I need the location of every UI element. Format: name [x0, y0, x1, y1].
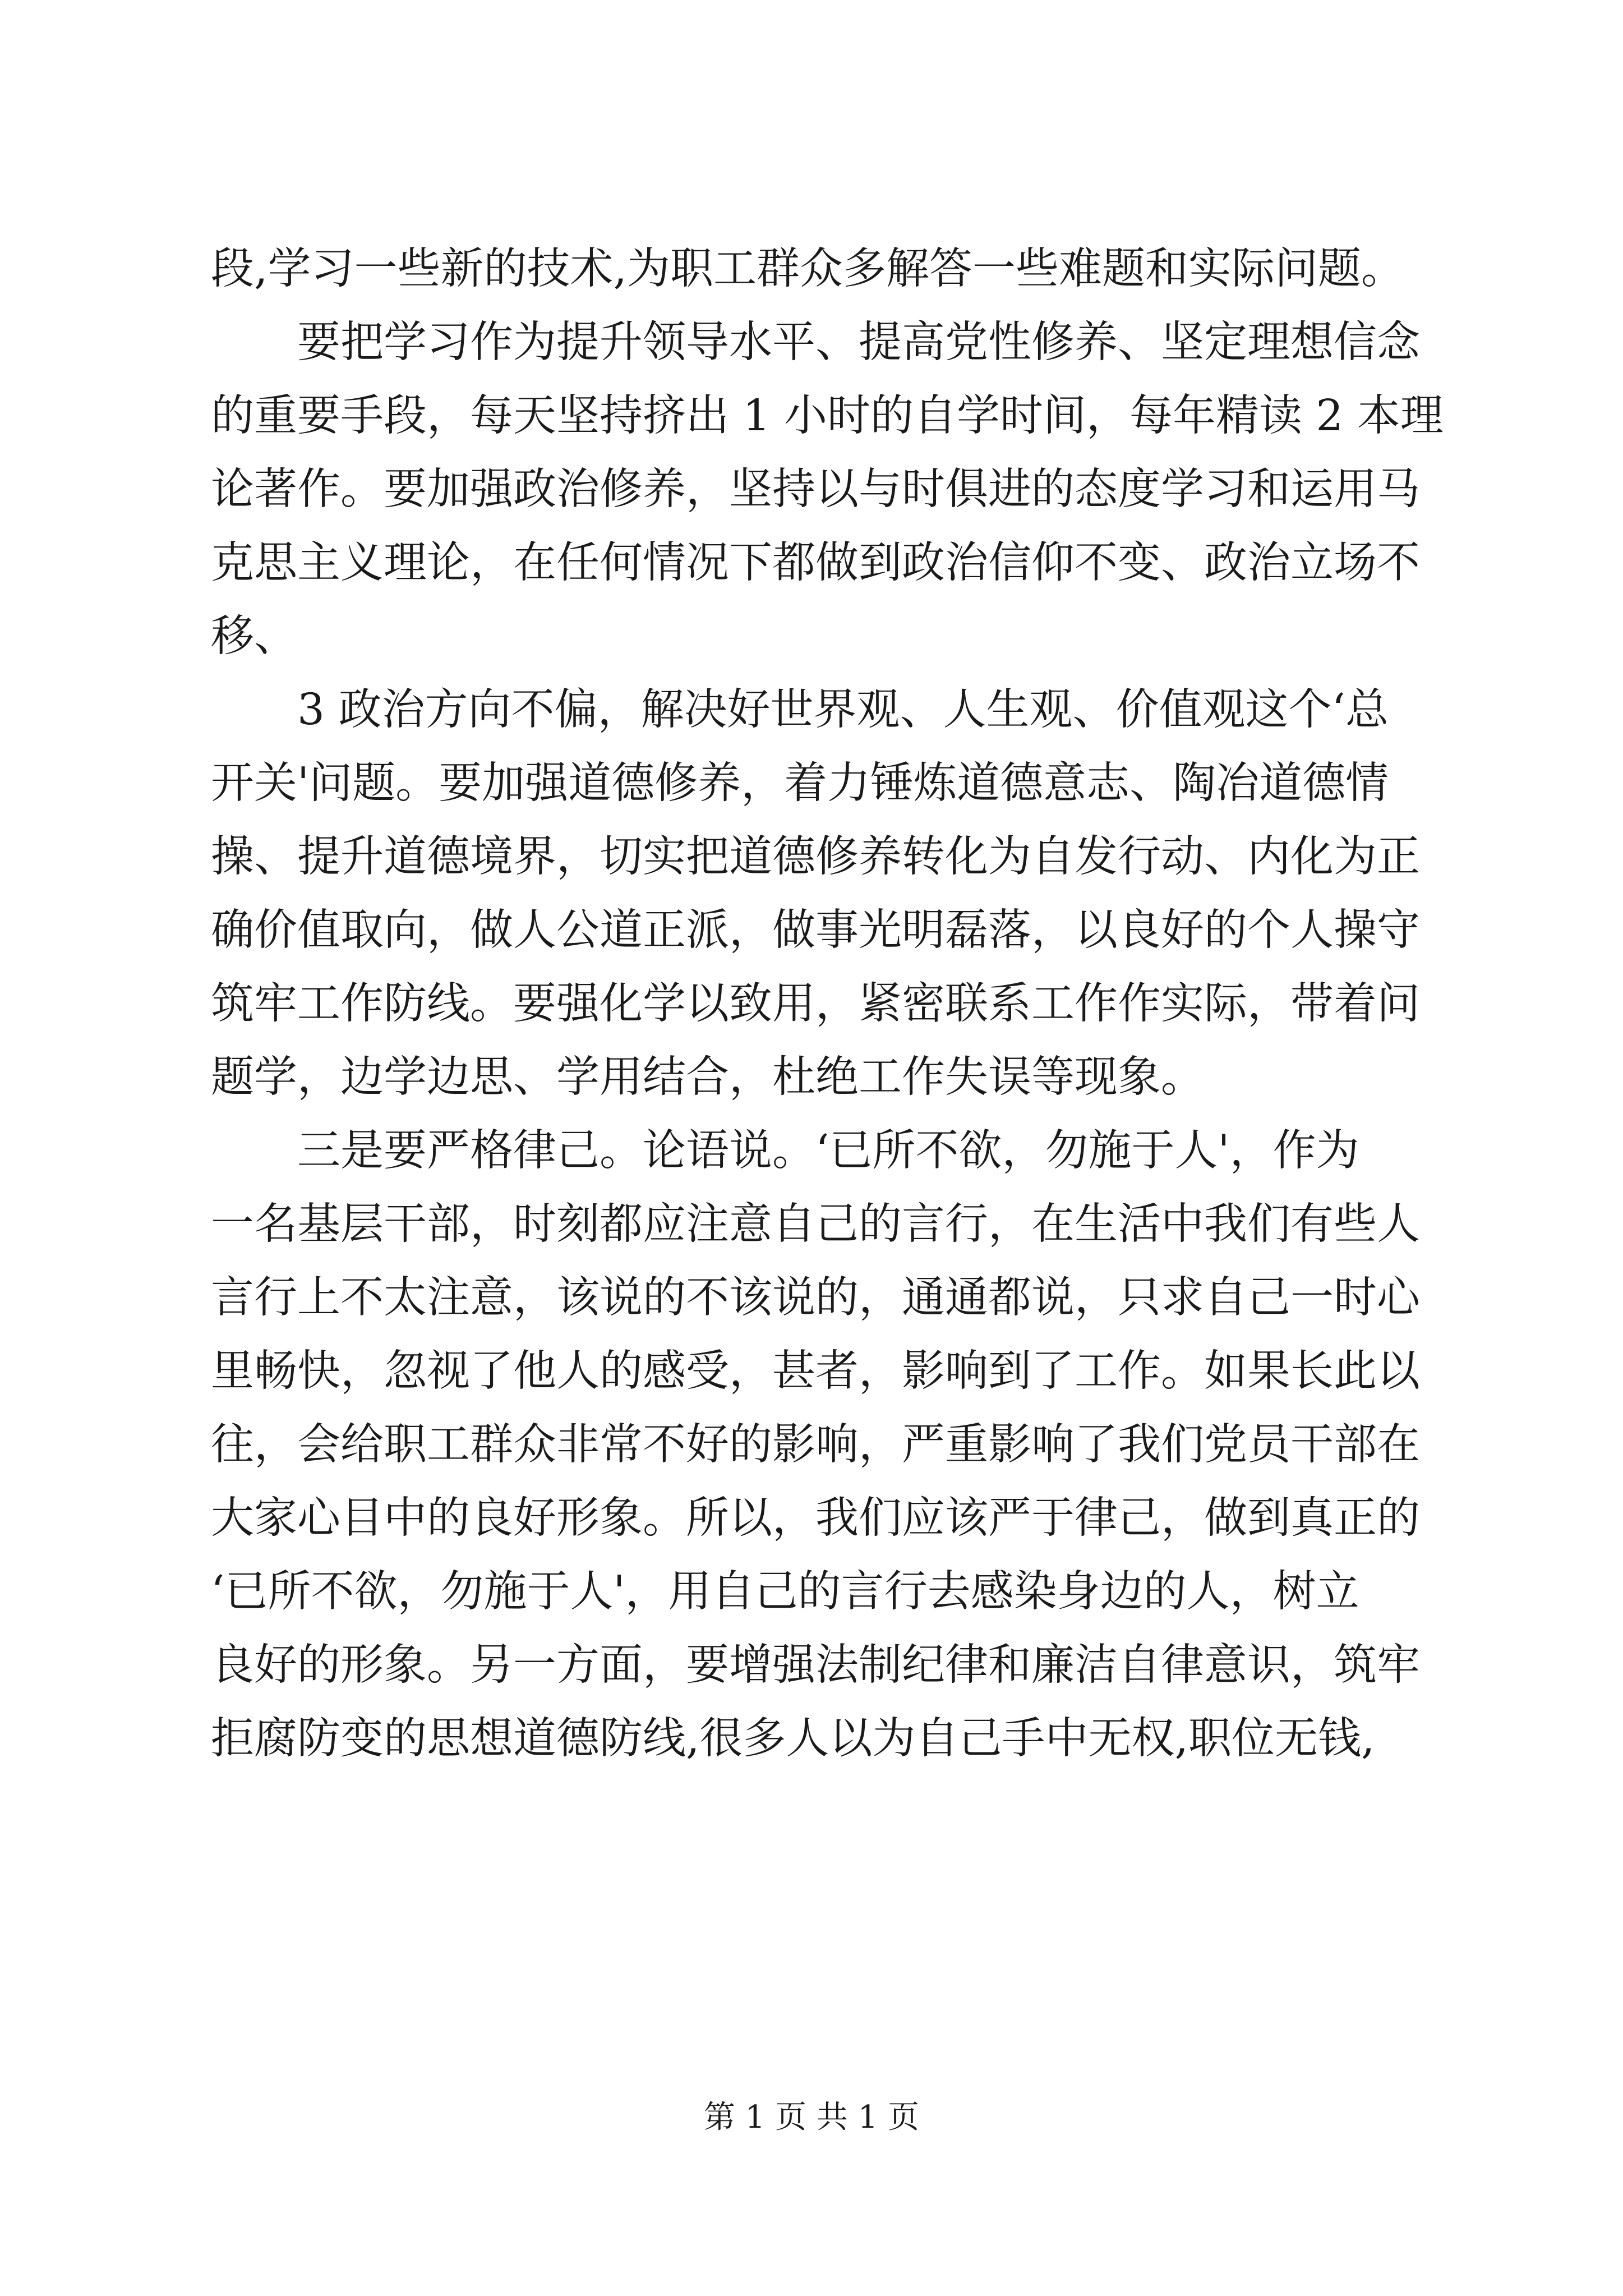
text-line: 移、: [211, 611, 297, 661]
text-line: 确价值取向，做人公道正派，做事光明磊落，以良好的个人操守: [211, 905, 1420, 955]
text-line: 3 政治方向不偏，解决好世界观、人生观、价值观这个‘总: [297, 685, 1389, 735]
text-line: 往，会给职工群众非常不好的影响，严重影响了我们党员干部在: [211, 1420, 1420, 1470]
text-line: 操、提升道德境界，切实把道德修养转化为自发行动、内化为正: [211, 832, 1420, 882]
text-line: 段,学习一些新的技术,为职工群众多解答一些难题和实际问题。: [211, 244, 1404, 294]
text-line: 开关'问题。要加强道德修养，着力锤炼道德意志、陶冶道德情: [211, 758, 1389, 808]
text-line: 要把学习作为提升领导水平、提高党性修养、坚定理想信念: [297, 318, 1420, 367]
text-line: 拒腐防变的思想道德防线,很多人以为自己手中无权,职位无钱,: [211, 1714, 1375, 1764]
text-line: 题学，边学边思、学用结合，杜绝工作失误等现象。: [211, 1052, 1204, 1102]
text-line: 里畅快，忽视了他人的感受，甚者，影响到了工作。如果长此以: [211, 1346, 1420, 1396]
text-line: 克思主义理论，在任何情况下都做到政治信仰不变、政治立场不: [211, 538, 1420, 588]
text-line: 言行上不太注意，该说的不该说的，通通都说，只求自己一时心: [211, 1273, 1420, 1323]
text-line: 论著作。要加强政治修养，坚持以与时俱进的态度学习和运用马: [211, 464, 1420, 514]
text-line: 的重要手段，每天坚持挤出 1 小时的自学时间，每年精读 2 本理: [211, 391, 1444, 441]
text-line: 一名基层干部，时刻都应注意自己的言行，在生活中我们有些人: [211, 1199, 1420, 1249]
text-line: ‘已所不欲，勿施于人'，用自己的言行去感染身边的人，树立: [211, 1567, 1359, 1617]
page-footer: 第 1 页 共 1 页: [703, 2099, 920, 2136]
text-line: 大家心目中的良好形象。所以，我们应该严于律己，做到真正的: [211, 1493, 1420, 1543]
text-line: 三是要严格律己。论语说。‘已所不欲，勿施于人'，作为: [297, 1126, 1359, 1176]
text-line: 良好的形象。另一方面，要增强法制纪律和廉洁自律意识，筑牢: [211, 1640, 1420, 1690]
text-line: 筑牢工作防线。要强化学以致用，紧密联系工作作实际，带着问: [211, 979, 1420, 1029]
